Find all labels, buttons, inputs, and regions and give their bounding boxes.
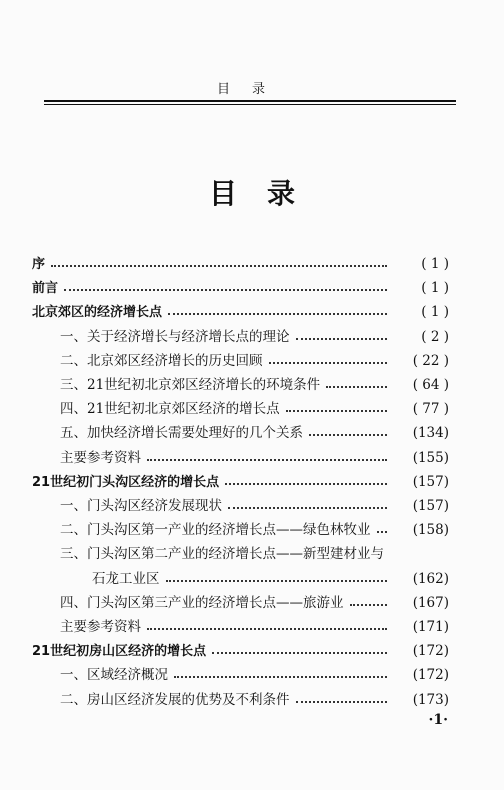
toc-entry [60,371,449,393]
toc-entry [60,395,449,417]
toc-entry [32,468,449,490]
dot-leader [296,701,388,703]
page-folio: ·1· [428,712,448,728]
toc-entry-page: ( 22 ) [412,352,449,369]
toc-entry-page: ( 1 ) [421,256,449,272]
dot-leader [286,410,387,412]
dot-leader [326,386,387,388]
toc-entry-page: ( 2 ) [421,328,449,345]
dot-leader [269,362,388,364]
toc-entry-title: 一、关于经济增长与经济增长点的理论 [60,328,290,345]
toc-entry-title: 21世纪初门头沟区经济的增长点 [32,474,220,490]
toc-entry [60,323,449,345]
toc-entry-page: (172) [412,667,449,684]
toc-entry-title: 21世纪初房山区经济的增长点 [32,644,207,660]
toc-entry-page: (157) [412,473,449,490]
toc-entry [32,298,449,320]
dot-leader [212,652,387,654]
toc-entry-page: ( 77 ) [412,401,449,418]
dot-leader [350,604,388,606]
toc-entry-page: (171) [412,619,449,635]
running-head: 目录 [216,82,287,97]
toc-entry-page: (155) [412,449,449,466]
toc-entry-title: 一、区域经济概况 [60,667,168,684]
toc-entry-page: (173) [412,691,449,708]
toc-entry-title: 前言 [32,281,59,297]
toc-entry-page: (158) [412,522,449,539]
toc-entry [32,637,449,659]
toc-entry-title: 四、21世纪初北京郊区经济的增长点 [60,401,280,418]
toc-entry [60,516,449,538]
toc-entry-title: 二、房山区经济发展的优势及不利条件 [60,691,290,708]
dot-leader [174,676,387,678]
toc-entry [60,540,449,562]
toc-entry-title: 二、门头沟区第一产业的经济增长点——绿色林牧业 [60,522,371,539]
toc-entry-title: 二、北京郊区经济增长的历史回顾 [60,352,263,369]
dot-leader [166,580,388,582]
toc-entry [60,589,449,611]
dot-leader [147,459,387,461]
toc-entry-title: 四、门头沟区第三产业的经济增长点——旅游业 [60,594,344,611]
dot-leader [225,483,387,485]
dot-leader [377,531,388,533]
toc-entry-title: 主要参考资料 [60,619,141,635]
dot-leader [296,338,388,340]
toc-entry-page: (167) [412,594,449,611]
toc-entry-page: ( 1 ) [421,280,449,297]
toc-entry-title: 主要参考资料 [60,449,141,466]
toc-entry-page: (157) [412,498,449,514]
toc-entry [60,492,449,514]
toc-entry-page: ( 1 ) [421,304,449,321]
toc-entry-page: (162) [412,570,449,587]
toc-entry [60,347,449,369]
toc-entry [32,274,449,296]
dot-leader [309,434,387,436]
dot-leader [168,313,387,315]
dot-leader [64,289,387,291]
toc-entry [92,565,449,587]
toc-entry-title: 三、门头沟区第二产业的经济增长点——新型建材业与 [60,546,384,563]
toc-entry-page: ( 64 ) [412,377,449,393]
toc-entry-title: 石龙工业区 [92,570,160,587]
toc-entry [32,250,449,272]
toc-entry-title: 北京郊区的经济增长点 [32,305,163,321]
toc-entry-page: (172) [412,643,449,660]
toc-entry-title: 一、门头沟区经济发展现状 [60,498,222,514]
toc-entry-title: 序 [32,257,46,272]
toc-entry [60,686,449,708]
dot-leader [147,628,387,630]
toc-entry [60,419,449,441]
toc-entry [60,613,449,635]
dot-leader [228,507,387,509]
toc-entry [60,661,449,683]
toc-entry-title: 三、21世纪初北京郊区经济增长的环境条件 [60,377,321,393]
dot-leader [51,265,387,267]
page-title: 目录 [208,177,325,210]
toc-entry [60,444,449,466]
toc-entry-page: (134) [412,425,449,442]
toc-entry-title: 五、加快经济增长需要处理好的几个关系 [60,425,303,442]
